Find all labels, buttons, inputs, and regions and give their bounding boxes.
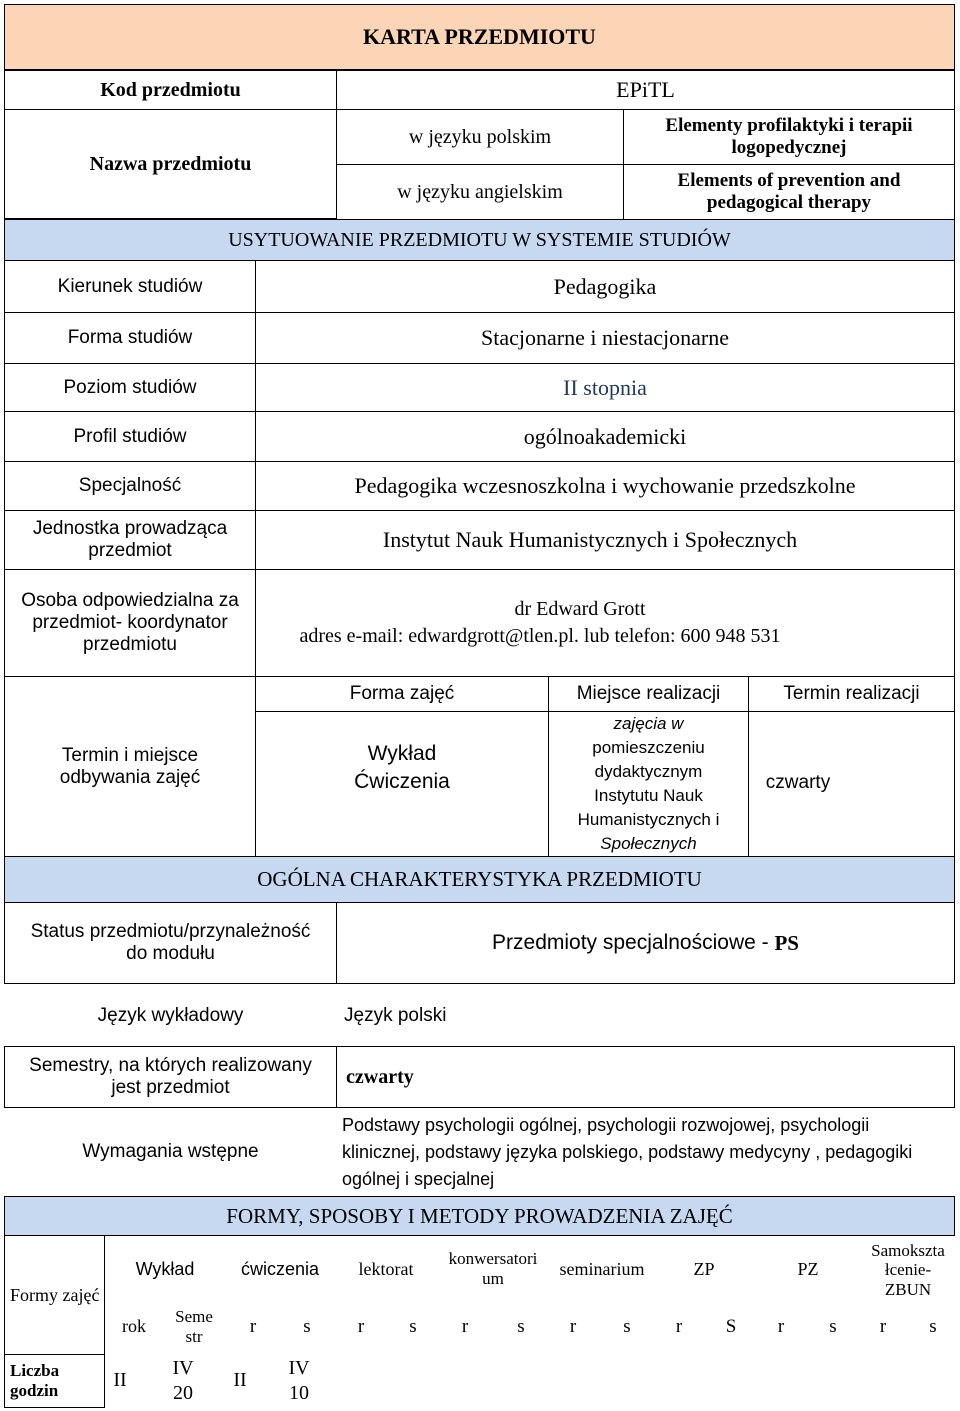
formy-label: Formy zajęć [10, 1284, 100, 1305]
status-label: Status przedmiotu/przynależność do modułu [30, 921, 311, 964]
sub-s-7: s [929, 1316, 937, 1338]
poziom-label: Poziom studiów [63, 376, 197, 398]
nazwa-pl-value: Elementy profilaktyki i terapii logopedycznej [665, 115, 913, 158]
poziom-value: II stopnia [563, 374, 647, 400]
col-zp: ZP [693, 1258, 715, 1279]
osoba-contact: adres e-mail: edwardgrott@tlen.pl. lub telefon: 600 948 531 [299, 624, 781, 647]
hours-sem-2: 20 [173, 1381, 193, 1404]
col-konwersatorium: konwersatori um [448, 1249, 538, 1288]
sub-r-5: r [675, 1316, 683, 1338]
osoba-name: dr Edward Grott [514, 597, 646, 620]
hours-wyklad-s-2: 10 [289, 1381, 309, 1404]
termin-label: Termin i miejsce odbywania zajęć [59, 744, 201, 788]
col-lektorat: lektorat [358, 1258, 414, 1279]
jezyk-label: Język wykładowy [97, 1005, 244, 1027]
status-value-prefix: Przedmioty specjalnościowe - [492, 930, 775, 954]
nazwa-pl-label: w języku polskim [408, 125, 552, 148]
semestry-label: Semestry, na których realizowany jest przedmiot [29, 1055, 312, 1098]
kierunek-value: Pedagogika [553, 273, 657, 299]
miejsce-line-3: dydaktycznym [594, 762, 703, 782]
nazwa-label: Nazwa przedmiotu [89, 152, 252, 175]
semestr-label: Seme str [175, 1307, 213, 1346]
miejsce-line-6: Społecznych [600, 834, 697, 854]
kierunek-label: Kierunek studiów [57, 275, 203, 297]
osoba-label: Osoba odpowiedzialna za przedmiot- koordynator przedmiotu [21, 590, 239, 655]
col-samoksztalcenie: Samokszta łcenie- ZBUN [871, 1240, 945, 1299]
wymagania-label: Wymagania wstępne [82, 1141, 259, 1163]
miejsce-line-2: pomieszczeniu [592, 738, 705, 758]
sub-r-3: r [461, 1316, 469, 1338]
sub-r-2: r [357, 1316, 365, 1338]
sub-s-2: s [409, 1316, 417, 1338]
profil-value: ogólnoakademicki [523, 423, 687, 449]
sub-s-1: s [303, 1316, 311, 1338]
status-value-code: PS [774, 930, 799, 955]
page-title: KARTA PRZEDMIOTU [363, 24, 596, 50]
sub-s-6: s [829, 1316, 837, 1338]
col-miejsce: Miejsce realizacji [576, 683, 721, 705]
jednostka-label: Jednostka prowadząca przedmiot [32, 518, 228, 561]
status-value [336, 902, 955, 984]
col-pz: PZ [797, 1258, 819, 1279]
section-formy: FORMY, SPOSOBY I METODY PROWADZENIA ZAJĘĆ [226, 1203, 733, 1228]
sub-s-3: s [517, 1316, 525, 1338]
hours-wyklad-s-1: IV [288, 1356, 310, 1379]
nazwa-en-value: Elements of prevention and pedagogical therapy [677, 170, 901, 213]
rok-label: rok [122, 1315, 146, 1336]
nazwa-en-label: w języku angielskim [397, 180, 563, 203]
sub-r-4: r [569, 1316, 577, 1338]
sub-s-5: S [725, 1316, 737, 1338]
semestry-value: czwarty [346, 1065, 414, 1088]
sub-r-1: r [249, 1316, 257, 1338]
col-seminarium: seminarium [559, 1258, 645, 1279]
section-ogolna: OGÓLNA CHARAKTERYSTYKA PRZEDMIOTU [257, 867, 702, 892]
col-forma: Forma zajęć [349, 683, 455, 705]
wymagania-value: Podstawy psychologii ogólnej, psychologii rozwojowej, psychologii klinicznej, podstawy języka polskiego, podstawy medycyny , pedagogiki ogólnej i specjalnej [342, 1114, 913, 1189]
sub-r-6: r [777, 1316, 785, 1338]
miejsce-line-4: Instytutu Nauk [594, 786, 703, 806]
profil-label: Profil studiów [73, 425, 187, 447]
col-wyklad: Wykład [135, 1258, 195, 1279]
col-termin: Termin realizacji [783, 683, 920, 705]
hours-wyklad-r: II [233, 1368, 247, 1391]
hours-rok: II [113, 1368, 127, 1391]
miejsce-line-5: Humanistycznych i [577, 810, 720, 830]
forma-value: Stacjonarne i niestacjonarne [480, 325, 729, 351]
termin-value: czwarty [765, 772, 831, 794]
miejsce-line-1: zajęcia w [613, 714, 684, 734]
sub-s-4: s [623, 1316, 631, 1338]
jednostka-value: Instytut Nauk Humanistycznych i Społecznych [382, 527, 798, 553]
forma-cwiczenia: Ćwiczenia [354, 769, 450, 793]
specjalnosc-value: Pedagogika wczesnoszkolna i wychowanie przedszkolne [354, 473, 856, 499]
section-usytuowanie: USYTUOWANIE PRZEDMIOTU W SYSTEMIE STUDIÓW [228, 228, 731, 251]
liczba-label: Liczba godzin [10, 1361, 60, 1400]
jezyk-value: Język polski [344, 1005, 447, 1027]
col-cwiczenia: ćwiczenia [240, 1258, 320, 1279]
sub-r-7: r [879, 1316, 887, 1338]
hours-sem-1: IV [172, 1356, 194, 1379]
specjalnosc-label: Specjalność [78, 475, 182, 497]
forma-wyklad: Wykład [367, 741, 437, 765]
kod-label: Kod przedmiotu [100, 78, 241, 101]
kod-value: EPiTL [616, 77, 675, 103]
forma-label: Forma studiów [67, 327, 193, 349]
